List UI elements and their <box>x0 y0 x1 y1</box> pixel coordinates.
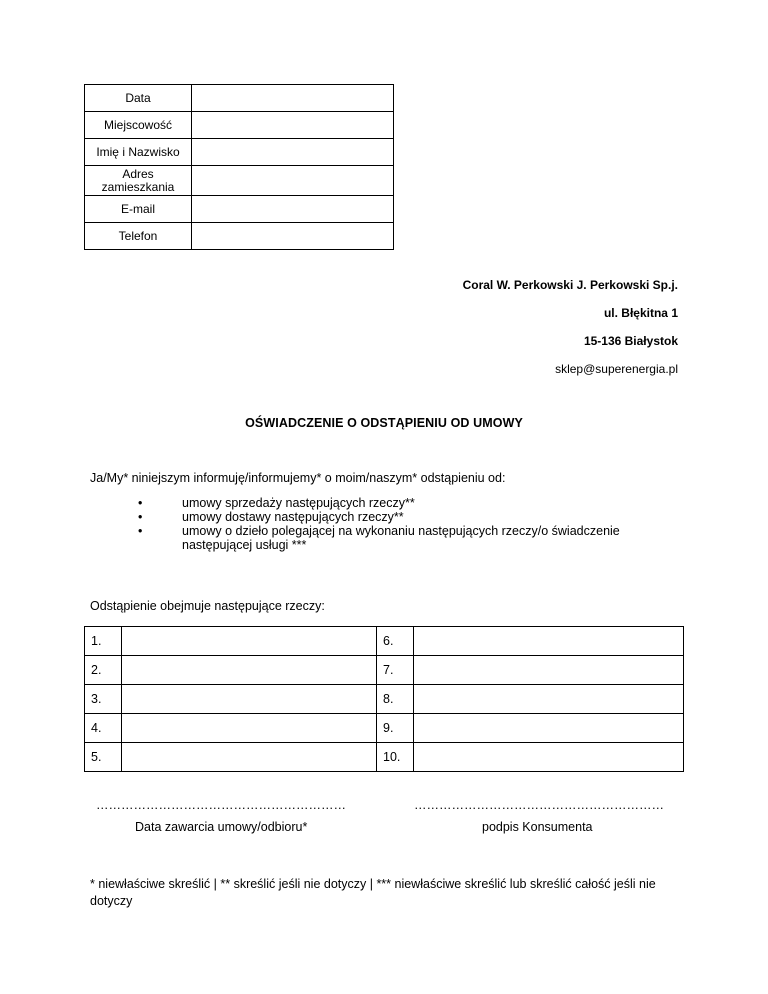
table-row <box>85 714 684 743</box>
date-field[interactable] <box>192 85 394 112</box>
company-address <box>463 278 678 390</box>
item-field[interactable] <box>122 627 377 656</box>
item-field[interactable] <box>414 656 684 685</box>
date-signature-line: …………………………………………………… <box>96 798 346 812</box>
list-item <box>138 524 652 552</box>
table-row <box>85 139 394 166</box>
item-number: 9. <box>377 714 414 743</box>
phone-label: Telefon <box>85 223 192 250</box>
item-field[interactable] <box>122 714 377 743</box>
table-row <box>85 685 684 714</box>
item-field[interactable] <box>122 656 377 685</box>
table-row <box>85 166 394 196</box>
item-number: 6. <box>377 627 414 656</box>
item-number: 1. <box>85 627 122 656</box>
bullet-list <box>138 496 652 552</box>
date-signature-label: Data zawarcia umowy/odbioru* <box>135 820 308 834</box>
company-email: sklep@superenergia.pl <box>555 362 678 376</box>
bullet-icon: • <box>138 510 143 524</box>
personal-data-table <box>84 84 394 250</box>
item-number: 8. <box>377 685 414 714</box>
company-street: ul. Błękitna 1 <box>603 306 678 320</box>
list-item <box>138 510 652 524</box>
list-item-text: umowy dostawy następujących rzeczy** <box>182 510 404 524</box>
item-field[interactable] <box>122 685 377 714</box>
item-number: 5. <box>85 743 122 772</box>
table-row <box>85 223 394 250</box>
items-table <box>84 626 684 772</box>
item-number: 10. <box>377 743 414 772</box>
item-number: 4. <box>85 714 122 743</box>
company-city: 15-136 Białystok <box>583 334 678 348</box>
phone-field[interactable] <box>192 223 394 250</box>
city-label: Miejscowość <box>85 112 192 139</box>
item-number: 7. <box>377 656 414 685</box>
table-row <box>85 112 394 139</box>
list-item-text: umowy sprzedaży następujących rzeczy** <box>182 496 415 510</box>
item-field[interactable] <box>122 743 377 772</box>
table-row <box>85 85 394 112</box>
document-title: OŚWIADCZENIE O ODSTĄPIENIU OD UMOWY <box>245 416 523 430</box>
item-field[interactable] <box>414 627 684 656</box>
list-item <box>138 496 652 510</box>
table-row <box>85 743 684 772</box>
full-name-field[interactable] <box>192 139 394 166</box>
table-row <box>85 627 684 656</box>
item-field[interactable] <box>414 743 684 772</box>
bullet-icon: • <box>138 496 143 510</box>
footnote: * niewłaściwe skreślić | ** skreślić jeśli nie dotyczy | *** niewłaściwe skreślić lub skreślić całość jeśli nie dotyczy <box>90 877 656 908</box>
item-field[interactable] <box>414 685 684 714</box>
email-label: E-mail <box>85 196 192 223</box>
item-number: 3. <box>85 685 122 714</box>
address-field[interactable] <box>192 166 394 196</box>
list-item-text: umowy o dzieło polegającej na wykonaniu następujących rzeczy/o świadczenie następującej usługi *** <box>182 524 620 552</box>
full-name-label: Imię i Nazwisko <box>85 139 192 166</box>
date-label: Data <box>85 85 192 112</box>
item-number: 2. <box>85 656 122 685</box>
intro-text: Ja/My* niniejszym informuję/informujemy* o moim/naszym* odstąpieniu od: <box>90 471 506 485</box>
company-name: Coral W. Perkowski J. Perkowski Sp.j. <box>462 278 678 292</box>
consumer-signature-line: …………………………………………………… <box>414 798 664 812</box>
table-row <box>85 196 394 223</box>
consumer-signature-label: podpis Konsumenta <box>482 820 593 834</box>
item-field[interactable] <box>414 714 684 743</box>
email-field[interactable] <box>192 196 394 223</box>
city-field[interactable] <box>192 112 394 139</box>
bullet-icon: • <box>138 524 143 538</box>
table-row <box>85 656 684 685</box>
address-label: Adres zamieszkania <box>85 166 192 196</box>
items-intro-text: Odstąpienie obejmuje następujące rzeczy: <box>90 599 325 613</box>
